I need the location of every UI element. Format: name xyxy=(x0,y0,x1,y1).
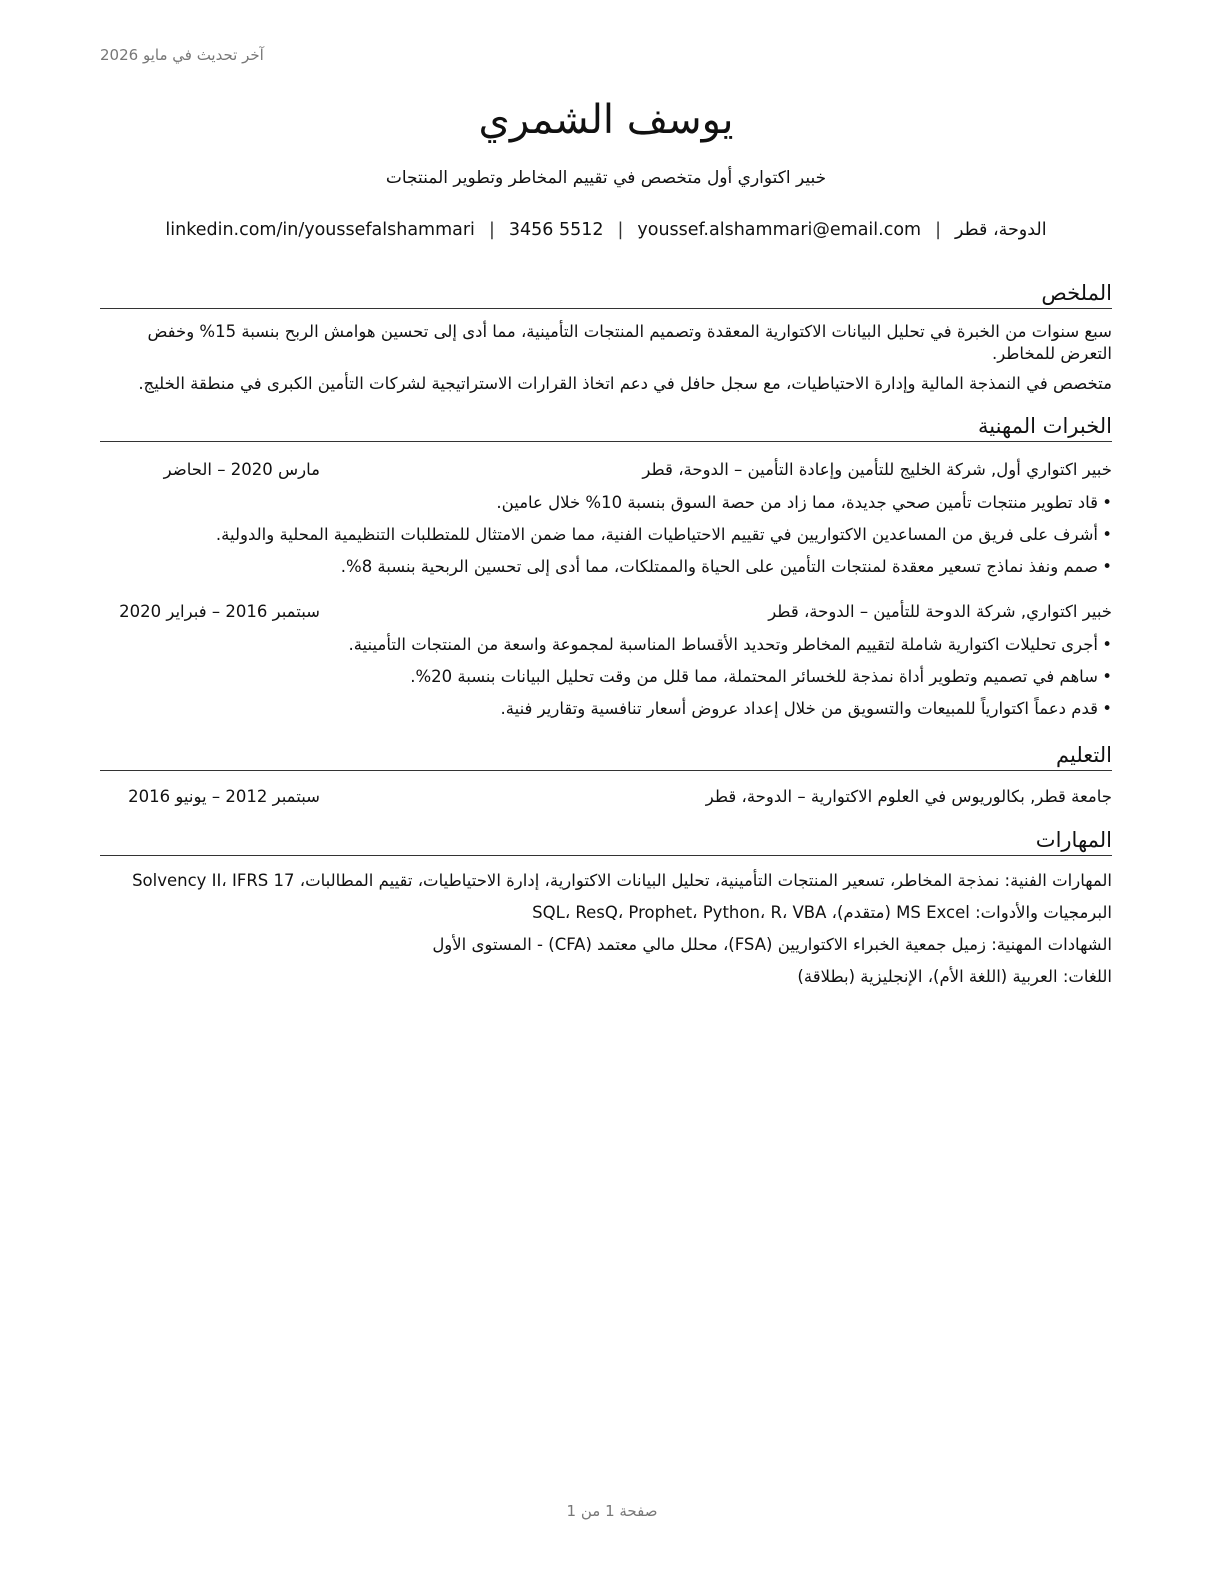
skill-line: المهارات الفنية: نمذجة المخاطر، تسعير المنتجات التأمينية، تحليل البيانات الاكتوارية، إدارة الاحتياطيات، تقييم المطالبات، Solvency II، IFRS 17 xyxy=(132,871,1112,890)
job-bullet: • قاد تطوير منتجات تأمين صحي جديدة، مما زاد من حصة السوق بنسبة 10% خلال عامين. xyxy=(496,493,1112,512)
summary-section xyxy=(100,280,1112,395)
job-bullet: • أشرف على فريق من المساعدين الاكتواريين في تقييم الاحتياطيات الفنية، مما ضمن الامتثال للمتطلبات التنظيمية المحلية والدولية. xyxy=(215,525,1112,544)
skill-line: اللغات: العربية (اللغة الأم)، الإنجليزية (بطلاقة) xyxy=(797,967,1112,986)
job-heading: خبير اكتواري أول, شركة الخليج للتأمين وإعادة التأمين – الدوحة، قطر xyxy=(642,460,1112,479)
skill-line: الشهادات المهنية: زميل جمعية الخبراء الاكتواريين (FSA)، محلل مالي معتمد (CFA) - المستوى الأول xyxy=(432,935,1112,954)
education-entry xyxy=(100,785,1112,809)
education-heading: جامعة قطر, بكالوريوس في العلوم الاكتوارية – الدوحة، قطر xyxy=(705,787,1112,806)
contact-linkedin[interactable]: linkedin.com/in/youssefalshammari xyxy=(165,220,475,240)
job-dates: سبتمبر 2016 – فبراير 2020 xyxy=(119,602,320,621)
section-title-education: التعليم xyxy=(100,742,1112,771)
section-title-summary: الملخص xyxy=(100,280,1112,309)
contact-email[interactable]: youssef.alshammari@email.com xyxy=(637,220,922,240)
job-dates: مارس 2020 – الحاضر xyxy=(163,460,320,479)
candidate-headline: خبير اكتواري أول متخصص في تقييم المخاطر وتطوير المنتجات xyxy=(385,168,827,188)
job-bullet-text: ساهم في تصميم وتطوير أداة نمذجة للخسائر المحتملة، مما قلل من وقت تحليل البيانات بنسبة 20%. xyxy=(410,667,1098,686)
education-section xyxy=(100,742,1112,809)
job-bullet: • ساهم في تصميم وتطوير أداة نمذجة للخسائر المحتملة، مما قلل من وقت تحليل البيانات بنسبة 20%. xyxy=(410,667,1112,686)
last-updated-note: آخر تحديث في مايو 2026 xyxy=(100,46,264,64)
contact-location: الدوحة، قطر xyxy=(955,220,1047,240)
candidate-name: يوسف الشمري xyxy=(478,97,734,143)
job-bullet-text: قدم دعماً اكتوارياً للمبيعات والتسويق من خلال إعداد عروض أسعار تنافسية وتقارير فنية. xyxy=(500,699,1098,718)
contact-separator: | xyxy=(935,220,941,240)
job-bullet: • أجرى تحليلات اكتوارية شاملة لتقييم المخاطر وتحديد الأقساط المناسبة لمجموعة واسعة من المنتجات التأمينية. xyxy=(348,635,1112,654)
section-title-skills: المهارات xyxy=(100,827,1112,856)
job-heading: خبير اكتواري, شركة الدوحة للتأمين – الدوحة، قطر xyxy=(768,602,1112,621)
job-bullet-text: أشرف على فريق من المساعدين الاكتواريين في تقييم الاحتياطيات الفنية، مما ضمن الامتثال للمتطلبات التنظيمية المحلية والدولية. xyxy=(215,525,1098,544)
page-number-footer: صفحة 1 من 1 xyxy=(566,1502,658,1520)
job-entry xyxy=(100,600,1112,720)
summary-paragraph: سبع سنوات من الخبرة في تحليل البيانات الاكتوارية المعقدة وتصميم المنتجات التأمينية، مما أدى إلى تحسين هوامش الربح بنسبة 15% وخفض التعرض للمخاطر. xyxy=(147,322,1112,363)
job-bullet: • صمم ونفذ نماذج تسعير معقدة لمنتجات التأمين على الحياة والممتلكات، مما أدى إلى تحسين الربحية بنسبة 8%. xyxy=(340,557,1112,576)
education-dates: سبتمبر 2012 – يونيو 2016 xyxy=(128,787,320,806)
job-bullet: • قدم دعماً اكتوارياً للمبيعات والتسويق من خلال إعداد عروض أسعار تنافسية وتقارير فنية. xyxy=(500,699,1112,718)
job-bullet-text: أجرى تحليلات اكتوارية شاملة لتقييم المخاطر وتحديد الأقساط المناسبة لمجموعة واسعة من المنتجات التأمينية. xyxy=(348,635,1098,654)
resume-page xyxy=(100,90,1112,988)
contact-separator: | xyxy=(617,220,624,240)
experience-section xyxy=(100,413,1112,720)
skill-line: البرمجيات والأدوات: MS Excel (متقدم)، SQL، ResQ، Prophet، Python، R، VBA xyxy=(532,903,1112,922)
section-title-experience: الخبرات المهنية xyxy=(100,413,1112,442)
job-bullet-text: صمم ونفذ نماذج تسعير معقدة لمنتجات التأمين على الحياة والممتلكات، مما أدى إلى تحسين الربحية بنسبة 8%. xyxy=(340,557,1098,576)
job-entry xyxy=(100,458,1112,578)
contact-phone: 3456 5512 xyxy=(508,220,604,240)
contact-line xyxy=(100,220,1112,240)
job-bullet-text: قاد تطوير منتجات تأمين صحي جديدة، مما زاد من حصة السوق بنسبة 10% خلال عامين. xyxy=(496,493,1098,512)
contact-separator: | xyxy=(488,220,495,240)
summary-paragraph: متخصص في النمذجة المالية وإدارة الاحتياطيات، مع سجل حافل في دعم اتخاذ القرارات الاستراتيجية لشركات التأمين الكبرى في منطقة الخليج. xyxy=(138,374,1112,393)
skills-section xyxy=(100,827,1112,988)
